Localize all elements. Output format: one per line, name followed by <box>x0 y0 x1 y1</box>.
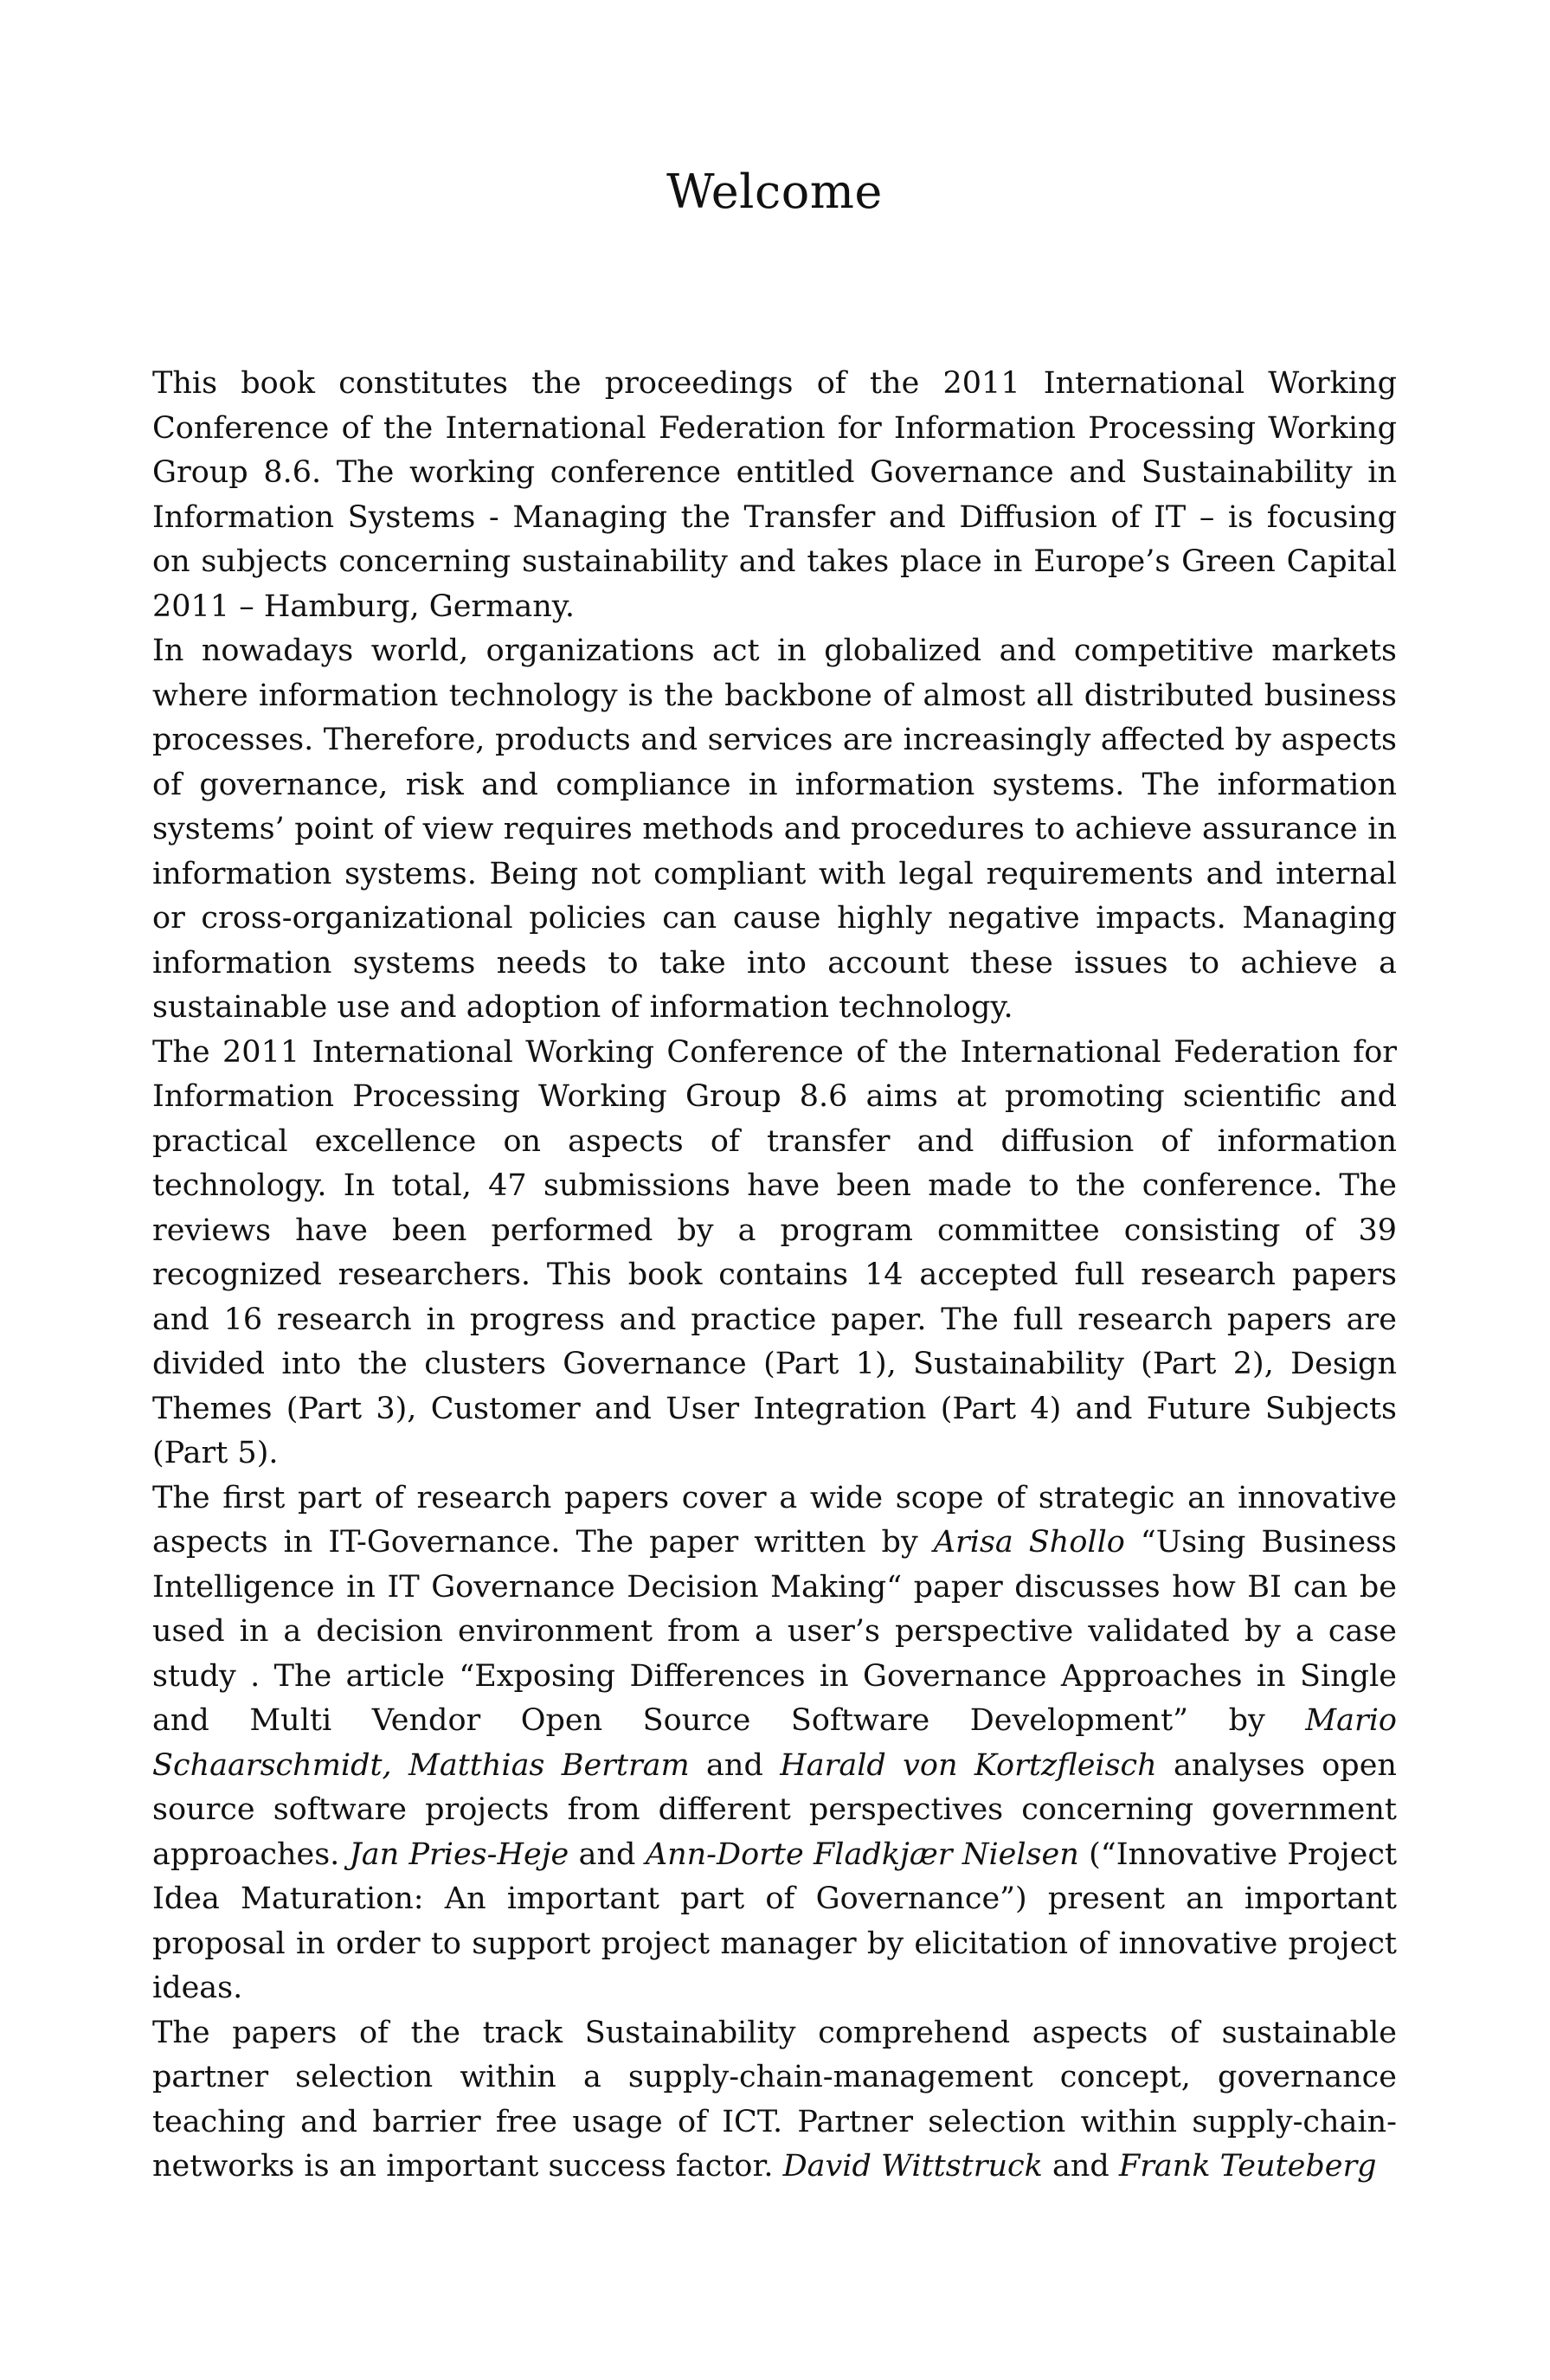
text-run: analyses open source software projects from different perspectives concerning government approaches. <box>152 1747 1397 1872</box>
text-run: “Using Business Intelligence in IT Governance Decision Making“ paper discusses how BI can be used in a decision environment from a user’s perspective validated by a case study . The article “Exposing Differences in Governance Approaches in Single and Multi Vendor Open Source Software Development” by <box>152 1525 1397 1738</box>
text-run: (“Innovative Project Idea Maturation: An important part of Governance”) present an important proposal in order to support project manager by elicitation of innovative project ideas. <box>152 1836 1398 2005</box>
body-text <box>152 362 1397 2190</box>
author-name: Arisa Shollo <box>933 1525 1125 1560</box>
page-title: Welcome <box>666 164 883 219</box>
text-run: In nowadays world, organizations act in globalized and competitive markets where information technology is the backbone of almost all distributed business processes. Therefore, products and services are increasingly affected by aspects of governance, risk and compliance in information systems. The information systems’ point of view requires methods and procedures to achieve assurance in information systems. Being not compliant with legal requirements and internal or cross-organizational policies can cause highly negative impacts. Managing information systems needs to take into account these issues to achieve a sustainable use and adoption of information technology. <box>152 634 1397 1025</box>
paragraph <box>152 2011 1397 2190</box>
text-run: The papers of the track Sustainability comprehend aspects of sustainable partner selection within a supply-chain-management concept, governance teaching and barrier free usage of ICT. Partner selection within supply-chain-networks is an important success factor. <box>152 2015 1397 2184</box>
paragraph <box>152 362 1397 629</box>
paragraph <box>152 1476 1397 2011</box>
author-name: David Wittstruck <box>782 2149 1043 2184</box>
paragraph <box>152 629 1397 1031</box>
author-name: Mario Schaarschmidt, Matthias Bertram <box>152 1703 1397 1783</box>
paragraph <box>152 1031 1397 1476</box>
text-run: This book constitutes the proceedings of the 2011 International Working Conference of the International Federation for Information Processing Working Group 8.6. The working conference entitled Governance and Sustainability in Information Systems - Managing the Transfer and Diffusion of IT – is focusing on subjects concerning sustainability and takes place in Europe’s Green Capital 2011 – Hamburg, Germany. <box>152 366 1397 624</box>
text-run: The first part of research papers cover a wide scope of strategic an innovative aspects in IT-Governance. The paper written by <box>152 1480 1397 1560</box>
text-run: and <box>689 1747 781 1783</box>
author-name: Frank Teuteberg <box>1118 2149 1377 2184</box>
author-name: Jan Pries-Heje <box>349 1836 569 1872</box>
text-run: and <box>569 1836 646 1872</box>
author-name: Ann-Dorte Fladkjær Nielsen <box>645 1836 1079 1872</box>
text-run: The 2011 International Working Conference of the International Federation for Information Processing Working Group 8.6 aims at promoting scientific and practical excellence on aspects of transfer and diffusion of information technology. In total, 47 submissions have been made to the conference. The reviews have been performed by a program committee consisting of 39 recognized researchers. This book contains 14 accepted full research papers and 16 research in progress and practice paper. The full research papers are divided into the clusters Governance (Part 1), Sustainability (Part 2), Design Themes (Part 3), Customer and User Integration (Part 4) and Future Subjects (Part 5). <box>152 1034 1397 1470</box>
text-run: and <box>1042 2149 1119 2184</box>
author-name: Harald von Kortzfleisch <box>780 1747 1157 1783</box>
page <box>152 0 1397 2380</box>
